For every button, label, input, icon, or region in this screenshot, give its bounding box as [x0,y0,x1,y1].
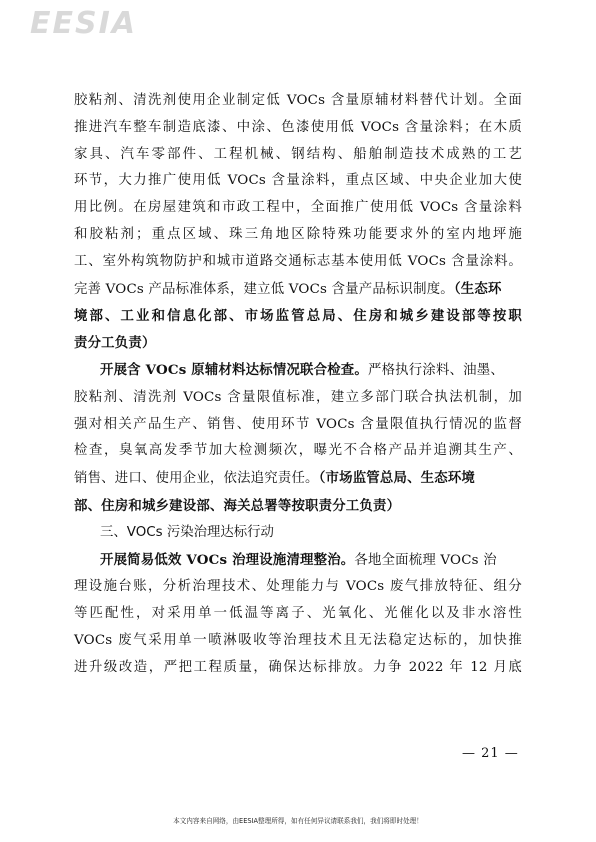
document-body [74,88,522,682]
responsibility-line: 境部、工业和信息化部、市场监管总局、住房和城乡建设部等按职 [74,308,522,325]
section-heading: 三、VOCs 污染治理达标行动 [100,524,274,540]
responsibility-line: 责分工负责） [74,335,156,352]
text-line: 用比例。在房屋建筑和市政工程中，全面推广使用低 VOCs 含量涂料 [74,200,522,216]
text-line: 强对相关产品生产、销售、使用环节 VOCs 含量限值执行情况的监督 [74,416,522,432]
text-line: 理设施台账，分析治理技术、处理能力与 VOCs 废气排放特征、组分 [74,579,522,595]
responsibility-line: 部、住房和城乡建设部、海关总署等按职责分工负责） [74,497,401,514]
text-span: 严格执行涂料、油墨、 [368,362,504,378]
text-span: 各地全面梳理 VOCs 治 [354,552,497,568]
text-line [74,276,522,304]
text-span: 完善 VOCs 产品标准体系，建立低 VOCs 含量产品标识制度。 [74,281,454,297]
paragraph [74,547,522,682]
text-line: 胶粘剂、清洗剂使用企业制定低 VOCs 含量原辅材料替代计划。全面 [74,93,522,108]
text-line: 等匹配性，对采用单一低温等离子、光氧化、光催化以及非水溶性 [74,606,522,622]
text-line: 家具、汽车零部件、工程机械、钢结构、船舶制造技术成熟的工艺 [74,146,522,162]
page-number: — 21 — [462,746,519,761]
paragraph [74,357,522,520]
lead-sentence: 开展含 VOCs 原辅材料达标情况联合检查。 [100,361,368,378]
footer-notice: 本文内容来自网络，由EESIA整理所得，如有任何异议请联系我们，我们将即时处理！ [173,817,423,825]
text-line: VOCs 废气采用单一喷淋吸收等治理技术且无法稳定达标的，加快推 [74,632,522,648]
text-line: 进升级改造，严把工程质量，确保达标排放。力争 2022 年 12 月底 [74,659,522,675]
text-line [74,465,522,493]
text-line: 检查，臭氧高发季节加大检测频次，曝光不合格产品并追溯其生产、 [74,443,522,459]
text-line: 环节，大力推广使用低 VOCs 含量涂料，重点区域、中央企业加大使 [74,173,522,189]
responsibility-text: （市场监管总局、生态环境 [318,470,476,487]
text-line: 和胶粘剂；重点区域、珠三角地区除特殊功能要求外的室内地坪施 [74,226,522,242]
responsibility-text: （生态环 [453,280,502,297]
text-line [74,357,522,385]
text-line: 胶粘剂、清洗剂 VOCs 含量限值标准，建立多部门联合执法机制，加 [74,389,522,405]
text-line: 推进汽车整车制造底漆、中涂、色漆使用低 VOCs 含量涂料；在木质 [74,119,522,135]
text-line [74,547,522,575]
paragraph [74,88,522,357]
lead-sentence: 开展简易低效 VOCs 治理设施清理整治。 [100,551,355,568]
logo: EESIA [30,6,137,41]
text-span: 销售、进口、使用企业，依法追究责任。 [74,471,319,487]
text-line: 工、室外构筑物防护和城市道路交通标志基本使用低 VOCs 含量涂料。 [74,253,522,269]
